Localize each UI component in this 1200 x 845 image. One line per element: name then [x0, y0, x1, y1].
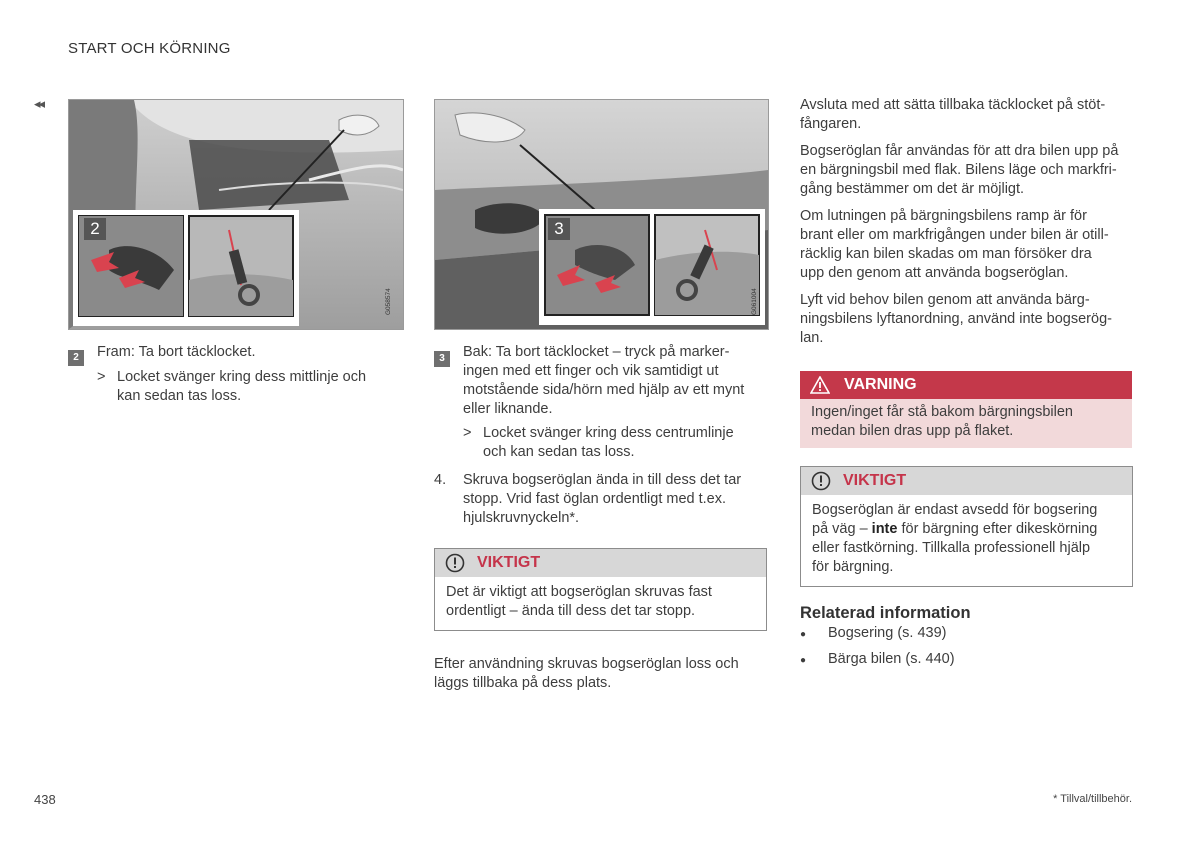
p4-line: lan. — [800, 330, 824, 346]
p4-line: ningsbilens lyftanordning, använd inte bogserög- — [800, 311, 1112, 327]
related-link-label[interactable]: Bärga bilen (s. 440) — [828, 651, 955, 667]
p4-line: Lyft vid behov bilen genom att använda bärg- — [800, 292, 1090, 308]
item-line: hjulskruvnyckeln*. — [463, 510, 580, 526]
text-segment: på väg – — [812, 521, 872, 537]
inset-step-label: 2 — [84, 218, 106, 240]
sub-line: Locket svänger kring dess centrumlinje — [483, 425, 734, 441]
important-box-usage — [800, 466, 1133, 587]
figure-code: G061004 — [751, 288, 758, 315]
item-line: Skruva bogseröglan ända in till dess det tar — [463, 472, 742, 488]
step-text: Fram: Ta bort täcklocket. — [97, 344, 256, 360]
warning-title: VARNING — [844, 376, 917, 393]
after-line: Efter användning skruvas bogseröglan loss och — [434, 656, 739, 672]
important-box-tighten — [434, 548, 767, 631]
figure-front-tow-eye — [68, 99, 404, 330]
back-arrows-icon[interactable]: ◂◂ — [34, 96, 44, 111]
p2-line: gång bestämmer om det är möjligt. — [800, 181, 1025, 197]
related-link-label[interactable]: Bogsering (s. 439) — [828, 625, 947, 641]
important-line: Bogseröglan är endast avsedd för bogsering — [812, 502, 1098, 518]
related-heading: Relaterad information — [800, 604, 971, 622]
step-line: Bak: Ta bort täcklocket – tryck på marker- — [463, 344, 730, 360]
step-badge: 2 — [68, 350, 84, 366]
sub-text-line: kan sedan tas loss. — [117, 388, 242, 404]
related-link-towing[interactable] — [800, 625, 946, 641]
important-header — [801, 467, 1132, 495]
item-number: 4. — [434, 472, 447, 488]
step-line: motstående sida/hörn med hjälp av ett mynt — [463, 382, 745, 398]
col3-paragraphs — [800, 96, 1140, 348]
warning-line: medan bilen dras upp på flaket. — [811, 423, 1014, 439]
important-title: VIKTIGT — [843, 472, 907, 489]
p1-line: Avsluta med att sätta tillbaka täcklocket på stöt- — [800, 97, 1106, 113]
front-bumper-illustration — [69, 100, 403, 329]
rear-bumper-illustration — [435, 100, 768, 329]
warning-box — [800, 371, 1132, 448]
important-header — [435, 549, 766, 577]
sub-marker: > — [97, 369, 106, 385]
step-rear — [434, 343, 774, 528]
warning-header — [800, 371, 1132, 399]
after-use-text — [434, 655, 774, 693]
warning-line: Ingen/inget får stå bakom bärgningsbilen — [811, 404, 1073, 420]
p3-line: brant eller om markfrigången under bilen är otill- — [800, 227, 1109, 243]
important-line: Det är viktigt att bogseröglan skruvas fast — [446, 584, 712, 600]
figure-rear-tow-eye — [434, 99, 769, 330]
sub-line: och kan sedan tas loss. — [483, 444, 635, 460]
p2-line: en bärgningsbil med flak. Bilens läge och markfri- — [800, 162, 1117, 178]
item-line: stopp. Vrid fast öglan ordentligt med t.ex. — [463, 491, 727, 507]
p1-line: fångaren. — [800, 116, 862, 132]
important-line: ordentligt – ända till dess det tar stopp. — [446, 603, 696, 619]
page-number: 438 — [34, 792, 56, 807]
exclamation-circle-icon — [811, 471, 831, 491]
sub-marker: > — [463, 425, 472, 441]
important-line-emphasis — [812, 520, 1121, 539]
figure-code: G058574 — [385, 288, 392, 315]
p3-line: Om lutningen på bärgningsbilens ramp är för — [800, 208, 1087, 224]
exclamation-circle-icon — [445, 553, 465, 573]
important-line: för bärgning. — [812, 559, 894, 575]
bullet-icon: ● — [800, 629, 807, 640]
footnote: * Tillval/tillbehör. — [1053, 793, 1132, 805]
inset-step-label: 3 — [548, 218, 570, 240]
text-segment: för bärgning efter dikeskörning — [897, 521, 1098, 537]
step-line: eller liknande. — [463, 401, 553, 417]
bold-word: inte — [871, 521, 898, 537]
after-line: läggs tillbaka på dess plats. — [434, 675, 612, 691]
step-line: ingen med ett finger och vik samtidigt ut — [463, 363, 719, 379]
bullet-icon: ● — [800, 655, 807, 666]
sub-text-line: Locket svänger kring dess mittlinje och — [117, 369, 367, 385]
important-line: eller fastkörning. Tillkalla professionell hjälp — [812, 540, 1091, 556]
p3-line: räcklig kan bilen skadas om man försöker dra — [800, 246, 1092, 262]
important-title: VIKTIGT — [477, 554, 541, 571]
p2-line: Bogseröglan får användas för att dra bilen upp på — [800, 143, 1119, 159]
related-link-recover[interactable] — [800, 651, 955, 667]
section-title: START OCH KÖRNING — [68, 40, 231, 57]
step-front — [68, 343, 398, 406]
p3-line: upp den genom att använda bogseröglan. — [800, 265, 1069, 281]
warning-triangle-icon — [810, 376, 830, 394]
step-badge: 3 — [434, 351, 450, 367]
